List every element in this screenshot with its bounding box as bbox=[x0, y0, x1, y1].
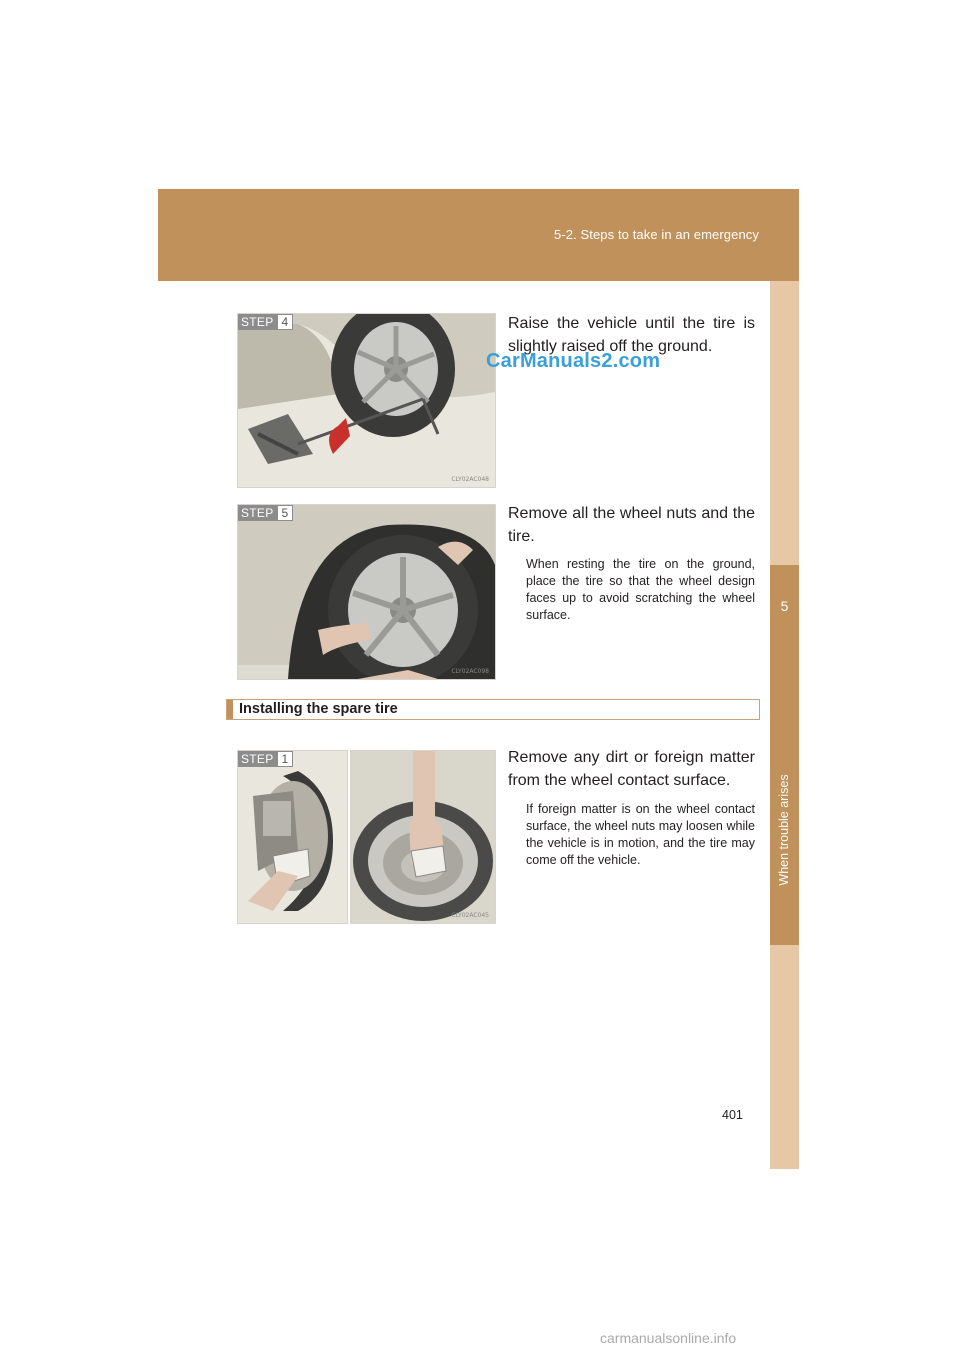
step-badge-label: STEP bbox=[238, 314, 278, 330]
page-header bbox=[158, 189, 799, 281]
watermark-carmanualsonline: carmanualsonline.info bbox=[600, 1330, 737, 1346]
step-instruction: Remove any dirt or foreign matter from the wheel contact surface. bbox=[508, 749, 755, 789]
page-number: 401 bbox=[722, 1108, 743, 1122]
figure-code: CLY02AC045 bbox=[451, 912, 489, 919]
illustration-remove-tire bbox=[237, 504, 496, 680]
step-badge bbox=[238, 314, 293, 330]
illustration-jack-raising bbox=[237, 313, 496, 488]
step-badge-number: 4 bbox=[278, 314, 294, 330]
step-note: When resting the tire on the ground, place the tire so that the wheel design faces up to avoid scratching the wheel surface. bbox=[526, 557, 755, 622]
section-title: Installing the spare tire bbox=[239, 701, 398, 717]
figure-code: CLY02AC048 bbox=[451, 476, 489, 483]
breadcrumb: 5-2. Steps to take in an emergency bbox=[553, 227, 759, 242]
step-badge bbox=[238, 505, 293, 521]
watermark-carmanuals2: CarManuals2.com bbox=[486, 350, 661, 372]
step-note: If foreign matter is on the wheel contact surface, the wheel nuts may loosen while the vehicle is in motion, and the tire may come off the vehicle. bbox=[526, 802, 755, 867]
step-badge-label: STEP bbox=[238, 505, 278, 521]
step-badge-number: 1 bbox=[278, 751, 294, 767]
figure-code: CLY02AC098 bbox=[451, 668, 489, 675]
step-badge-number: 5 bbox=[278, 505, 294, 521]
step-instruction: Raise the vehicle until the tire is slightly raised off the ground. bbox=[508, 315, 755, 355]
chapter-number: 5 bbox=[780, 598, 789, 614]
section-header bbox=[226, 699, 760, 720]
step-badge-label: STEP bbox=[238, 751, 278, 767]
chapter-side-tab-active bbox=[770, 565, 799, 945]
chapter-title: When trouble arises bbox=[777, 774, 791, 886]
step-badge bbox=[238, 751, 293, 767]
illustration-clean-hub bbox=[237, 750, 348, 924]
illustration-clean-spare-wheel bbox=[350, 750, 496, 924]
step-instruction: Remove all the wheel nuts and the tire. bbox=[508, 505, 755, 545]
